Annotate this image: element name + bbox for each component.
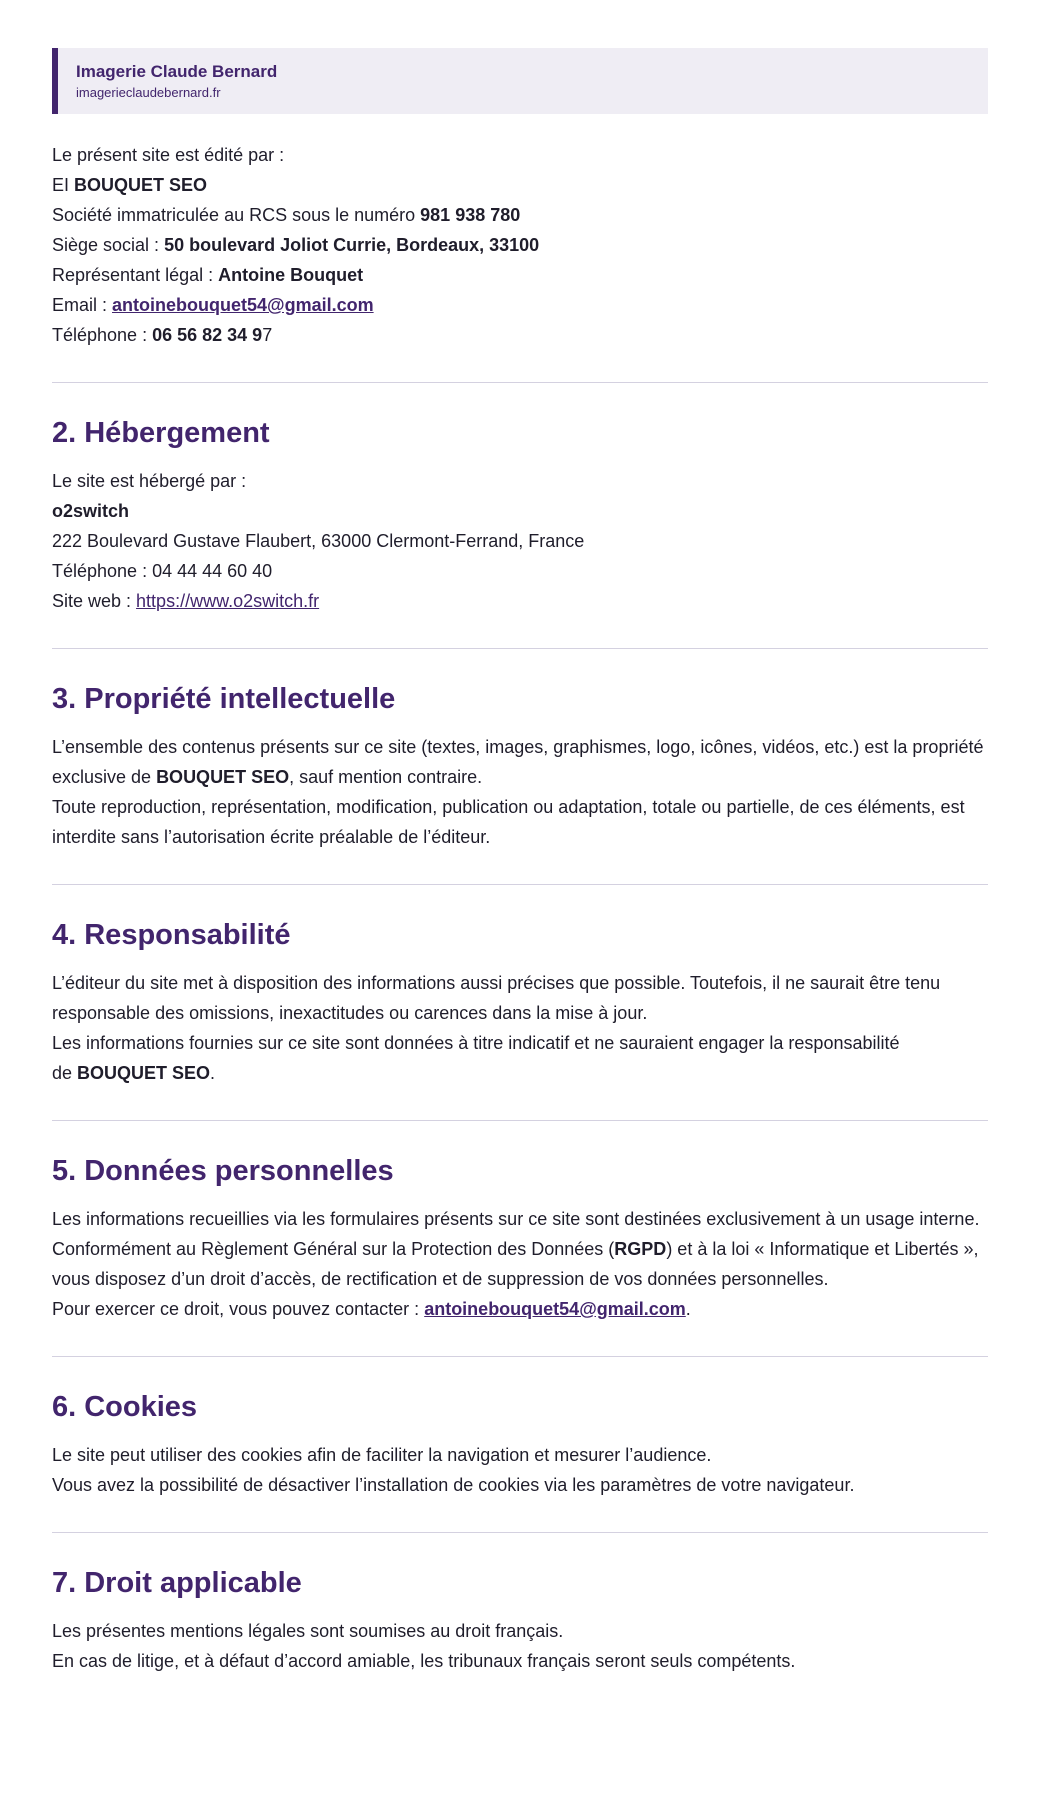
section-divider — [52, 1356, 988, 1357]
applicable-law-section — [52, 1564, 988, 1676]
applicable-law-paragraph-1: Les présentes mentions légales sont soumises au droit français. — [52, 1621, 564, 1641]
intellectual-property-paragraph-2: Toute reproduction, représentation, modification, publication ou adaptation, totale ou partielle, de ces éléments, est interdite sans l’autorisation écrite préalable de l’éditeur. — [52, 797, 965, 847]
cookies-paragraph-1: Le site peut utiliser des cookies afin de faciliter la navigation et mesurer l’audience. — [52, 1445, 712, 1465]
liability-section — [52, 916, 988, 1088]
site-name: Imagerie Claude Bernard — [76, 62, 278, 81]
editor-company-name: BOUQUET SEO — [74, 175, 208, 195]
editor-address-line: Siège social : 50 boulevard Joliot Currie, Bordeaux, 33100 — [52, 235, 540, 255]
editor-email-link[interactable]: antoinebouquet54@gmail.com — [112, 295, 374, 315]
hosting-section — [52, 414, 988, 616]
editor-address: 50 boulevard Joliot Currie, Bordeaux, 33100 — [164, 235, 540, 255]
liability-heading: 4. Responsabilité — [52, 919, 291, 951]
editor-phone-line: Téléphone : 06 56 82 34 97 — [52, 325, 273, 345]
cookies-paragraph-2: Vous avez la possibilité de désactiver l’installation de cookies via les paramètres de votre navigateur. — [52, 1475, 855, 1495]
editor-intro: Le présent site est édité par : — [52, 145, 285, 165]
hosting-website-line: Site web : https://www.o2switch.fr — [52, 591, 320, 611]
personal-data-heading: 5. Données personnelles — [52, 1155, 394, 1187]
personal-data-email-link[interactable]: antoinebouquet54@gmail.com — [424, 1299, 686, 1319]
intellectual-property-paragraph-1: L’ensemble des contenus présents sur ce site (textes, images, graphismes, logo, icônes, vidéos, etc.) est la propriété exclusive de BOUQUET SEO, sauf mention contraire. — [52, 737, 984, 787]
section-divider — [52, 1120, 988, 1121]
cookies-section — [52, 1388, 988, 1500]
intellectual-property-section — [52, 680, 988, 852]
hosting-heading: 2. Hébergement — [52, 417, 270, 449]
hosting-address: 222 Boulevard Gustave Flaubert, 63000 Clermont-Ferrand, France — [52, 531, 585, 551]
personal-data-section — [52, 1152, 988, 1324]
section-divider — [52, 884, 988, 885]
personal-data-paragraph-3: Pour exercer ce droit, vous pouvez contacter : antoinebouquet54@gmail.com. — [52, 1299, 691, 1319]
applicable-law-heading: 7. Droit applicable — [52, 1567, 302, 1599]
editor-representative: Antoine Bouquet — [218, 265, 364, 285]
hosting-website-link[interactable]: https://www.o2switch.fr — [136, 591, 320, 611]
applicable-law-paragraph-2: En cas de litige, et à défaut d’accord amiable, les tribunaux français seront seuls compétents. — [52, 1651, 796, 1671]
editor-ei-line: EI BOUQUET SEO — [52, 175, 208, 195]
personal-data-paragraph-1: Les informations recueillies via les formulaires présents sur ce site sont destinées exclusivement à un usage interne. — [52, 1209, 980, 1229]
site-url: imagerieclaudebernard.fr — [76, 85, 221, 100]
intellectual-property-heading: 3. Propriété intellectuelle — [52, 683, 396, 715]
section-divider — [52, 648, 988, 649]
section-divider — [52, 1532, 988, 1533]
personal-data-paragraph-2: Conformément au Règlement Général sur la Protection des Données (RGPD) et à la loi « Informatique et Libertés », vous disposez d’un droit d’accès, de rectification et de suppression de vos données personnelles. — [52, 1239, 979, 1289]
liability-paragraph-1: L’éditeur du site met à disposition des informations aussi précises que possible. Toutefois, il ne saurait être tenu responsable des omissions, inexactitudes ou carences dans la mise à jour. — [52, 973, 941, 1023]
editor-email-line: Email : antoinebouquet54@gmail.com — [52, 295, 374, 315]
editor-phone: 06 56 82 34 9 — [152, 325, 263, 345]
liability-paragraph-2: Les informations fournies sur ce site sont données à titre indicatif et ne sauraient engager la responsabilité de BOUQUET SEO. — [52, 1033, 900, 1083]
editor-section — [52, 140, 988, 350]
hosting-phone: Téléphone : 04 44 44 60 40 — [52, 561, 273, 581]
editor-rcs-number: 981 938 780 — [420, 205, 521, 225]
hosting-name: o2switch — [52, 501, 130, 521]
site-identity-card — [52, 48, 988, 114]
editor-rcs-line: Société immatriculée au RCS sous le numéro 981 938 780 — [52, 205, 521, 225]
cookies-heading: 6. Cookies — [52, 1391, 198, 1423]
hosting-intro: Le site est hébergé par : — [52, 471, 247, 491]
editor-representative-line: Représentant légal : Antoine Bouquet — [52, 265, 364, 285]
section-divider — [52, 382, 988, 383]
